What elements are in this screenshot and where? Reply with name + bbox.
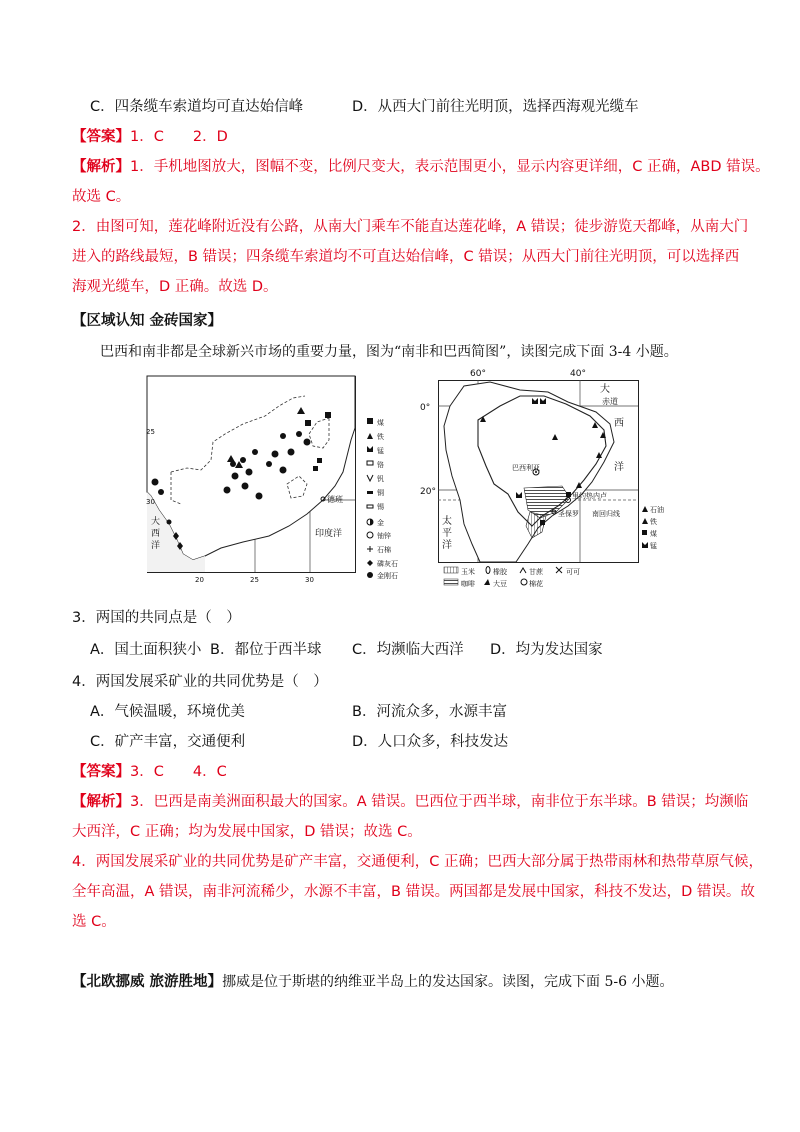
svg-text:锡: 锡 (377, 503, 384, 511)
sa-ocean-e: 印度洋 (315, 529, 343, 539)
br-lon40: 40° (570, 369, 586, 379)
explanation-line: 2．由图可知，莲花峰附近没有公路，从南大门乘车不能直达莲花峰，A 错误；徒步游览天都峰，从南大门 (72, 219, 749, 235)
svg-text:玉米: 玉米 (461, 568, 475, 576)
br-tropic: 南回归线 (592, 510, 620, 518)
answer-text: 1．C 2．D (130, 129, 228, 145)
svg-text:甘蔗: 甘蔗 (529, 568, 543, 576)
answer-1-2 (72, 127, 228, 147)
section-intro: 挪威是位于斯堪的纳维亚半岛上的发达国家。读图，完成下面 5-6 小题。 (222, 974, 674, 990)
br-rio: 里约热内卢 (572, 492, 607, 500)
svg-text:磷灰石: 磷灰石 (377, 560, 398, 568)
svg-text:铜: 铜 (377, 489, 384, 497)
sa-lon25: 25 (250, 576, 259, 584)
q3-option-c[interactable]: C．均濒临大西洋 (352, 642, 464, 658)
svg-text:煤: 煤 (650, 530, 657, 538)
explanation-line (72, 157, 770, 177)
sa-ocean-w-3: 洋 (151, 541, 161, 551)
br-brasilia: 巴西利亚 (512, 464, 540, 472)
explanation-line: 选 C。 (72, 914, 116, 930)
svg-text:石棉: 石棉 (377, 546, 391, 554)
sa-lon30: 30 (305, 576, 314, 584)
sa-legend (367, 418, 398, 580)
svg-text:铀锌: 铀锌 (377, 532, 391, 540)
br-lat0: 0° (420, 403, 431, 413)
section-intro: 巴西和南非都是全球新兴市场的重要力量，图为“南非和巴西简图”，读图完成下面 3-4 小题。 (100, 344, 678, 360)
explanation-line: 全年高温，A 错误，南非河流稀少，水源不丰富，B 错误。两国都是发展中国家，科技不发达，D 错误。故 (72, 884, 755, 900)
q4-option-b[interactable]: B．河流众多，水源丰富 (352, 704, 507, 720)
answer-label: 【答案】 (72, 129, 130, 145)
explanation-line: 4．两国发展采矿业的共同优势是矿产丰富，交通便利，C 正确；巴西大部分属于热带雨林和热带草原气候， (72, 854, 763, 870)
br-legend-bottom (444, 567, 580, 589)
answer-3-4 (72, 762, 227, 782)
sa-lat25: 25 (146, 428, 155, 436)
south-africa-map (146, 376, 398, 586)
br-pac-2: 平 (442, 528, 452, 539)
q4-option-a[interactable]: A．气候温暖，环境优美 (90, 704, 245, 720)
br-legend-right (642, 505, 664, 550)
explanation-text: 1．手机地图放大，图幅不变，比例尺变大，表示范围更小，显示内容更详细，C 正确，ABD 错误。 (130, 159, 770, 175)
svg-text:棉花: 棉花 (529, 580, 543, 588)
explanation-line (72, 792, 748, 812)
sa-ocean-w-2: 西 (151, 529, 161, 539)
sa-lon20: 20 (195, 576, 204, 584)
svg-text:石油: 石油 (650, 506, 664, 514)
br-pac-3: 洋 (442, 540, 452, 551)
br-atl-3: 洋 (614, 462, 624, 473)
option-d-prev: D．从西大门前往光明顶，选择西海观光缆车 (352, 99, 639, 115)
sa-ocean-w-1: 大 (151, 517, 161, 527)
q3-option-d[interactable]: D．均为发达国家 (490, 642, 603, 658)
explanation-label: 【解析】 (72, 794, 130, 810)
svg-text:可可: 可可 (566, 568, 580, 576)
explanation-line: 大西洋，C 正确；均为发展中国家，D 错误；故选 C。 (72, 824, 422, 840)
svg-text:铁: 铁 (377, 433, 384, 441)
q3-option-a[interactable]: A．国土面积狭小 (90, 642, 202, 658)
svg-text:大豆: 大豆 (493, 580, 507, 588)
section-title: 【北欧挪威 旅游胜地】 (72, 974, 223, 990)
section-title: 【区域认知 金砖国家】 (72, 313, 223, 329)
q4-option-d[interactable]: D．人口众多，科技发达 (352, 734, 509, 750)
q3-option-b[interactable]: B．都位于西半球 (210, 642, 322, 658)
q4-option-c[interactable]: C．矿产丰富，交通便利 (90, 734, 246, 750)
answer-text: 3．C 4．C (130, 764, 227, 780)
svg-text:锰: 锰 (650, 542, 657, 550)
br-atl-2: 西 (614, 418, 624, 429)
section-2-heading (72, 972, 674, 992)
sa-lat30: 30 (146, 498, 155, 506)
svg-text:咖啡: 咖啡 (461, 580, 475, 588)
sa-city: 德班 (327, 495, 343, 504)
option-c-prev: C．四条缆车索道均可直达始信峰 (90, 99, 304, 115)
svg-text:铬: 铬 (377, 461, 384, 469)
br-lon60: 60° (470, 369, 486, 379)
explanation-text: 3．巴西是南美洲面积最大的国家。A 错误。巴西位于西半球，南非位于东半球。B 错误；均濒临 (130, 794, 749, 810)
svg-text:铁: 铁 (650, 518, 657, 526)
explanation-label: 【解析】 (72, 159, 130, 175)
br-saopaulo: 圣保罗 (558, 510, 579, 518)
answer-label: 【答案】 (72, 764, 130, 780)
svg-text:橡胶: 橡胶 (493, 568, 507, 576)
br-lat20: 20° (420, 487, 436, 497)
question-3-stem: 3．两国的共同点是（ ） (72, 610, 241, 626)
br-atl-1: 大 (600, 384, 610, 395)
brazil-map (420, 366, 664, 588)
explanation-line: 进入的路线最短，B 错误；四条缆车索道均不可直达始信峰，C 错误；从西大门前往光明顶，可以选择西 (72, 249, 740, 265)
br-equator: 赤道 (602, 397, 618, 406)
explanation-line: 海观光缆车，D 正确。故选 D。 (72, 279, 278, 295)
explanation-line: 故选 C。 (72, 189, 131, 205)
br-pac-1: 太 (442, 516, 452, 527)
question-4-stem: 4．两国发展采矿业的共同优势是（ ） (72, 674, 328, 690)
svg-text:金刚石: 金刚石 (377, 572, 398, 580)
svg-text:煤: 煤 (377, 419, 384, 427)
svg-text:金: 金 (377, 519, 384, 527)
svg-text:锰: 锰 (377, 447, 384, 455)
svg-text:钒: 钒 (377, 475, 384, 483)
